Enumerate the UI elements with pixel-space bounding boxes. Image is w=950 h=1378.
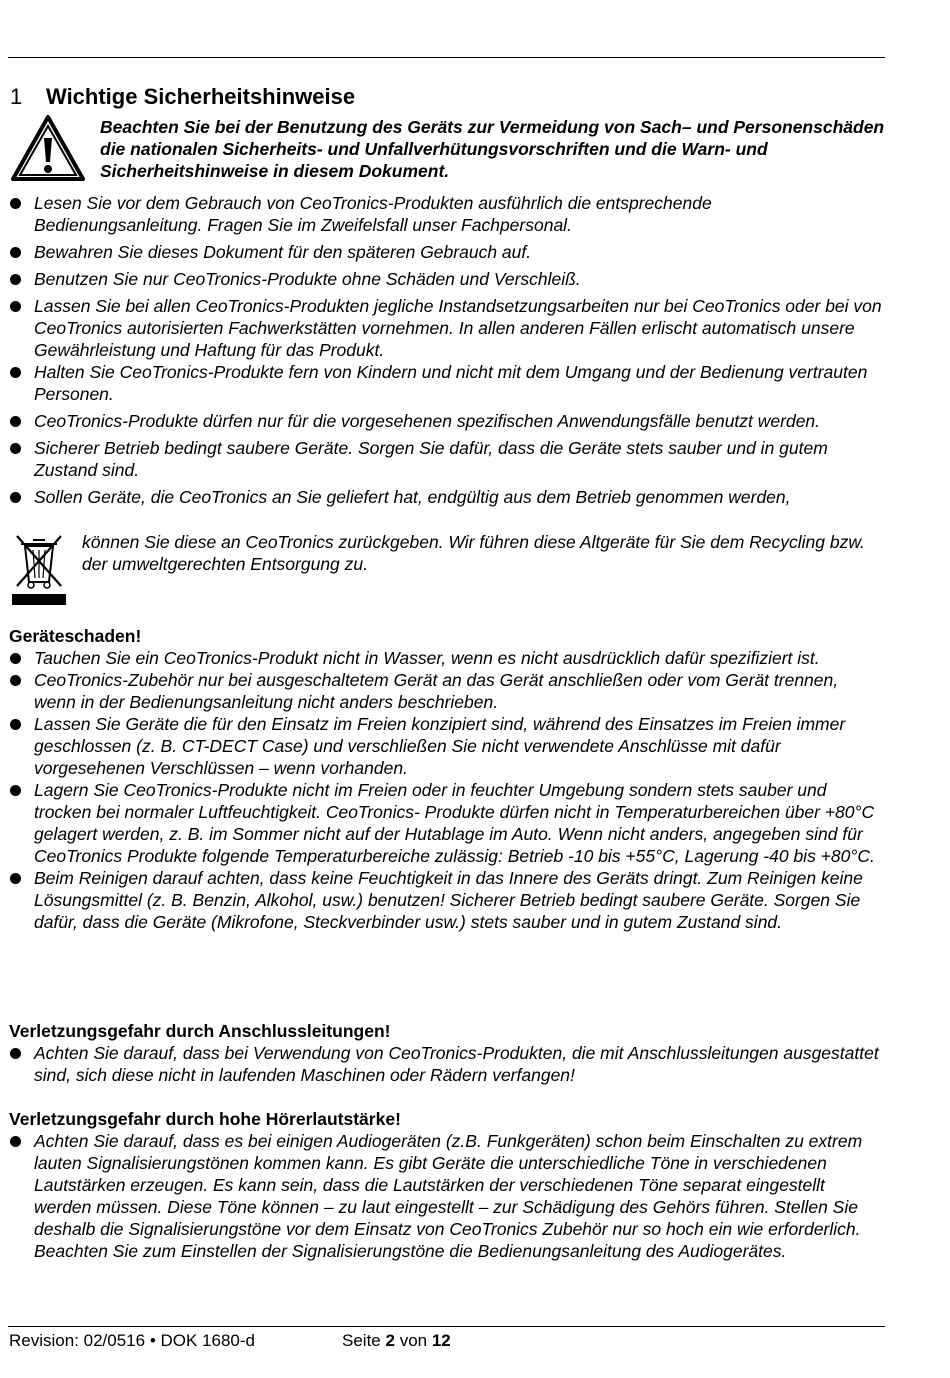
list-item: Lassen Sie Geräte die für den Einsatz im Freien konzipiert sind, während des Einsatzes im Freien immer geschlossen (z. B. CT-DECT Case) und verschließen Sie nicht verwendete Anschlüsse mit dafür vorgesehenen Verschlüssen – wenn vorhanden. — [0, 713, 884, 779]
warning-triangle-icon — [10, 114, 86, 182]
page-current: 2 — [385, 1331, 395, 1350]
volume-title: Verletzungsgefahr durch hohe Hörerlautstärke! — [9, 1109, 401, 1129]
crossed-out-wheelie-bin-icon — [11, 532, 67, 606]
list-item: Lagern Sie CeoTronics-Produkte nicht im Freien oder in feuchter Umgebung sondern stets sauber und trocken bei normaler Luftfeuchtigkeit. CeoTronics- Produkte dürfen nicht in Temperaturbereichen über +80°C gelagert werden, z. B. im Sommer nicht auf der Hutablage im Auto. Wenn nicht anders, angegeben sind für CeoTronics Produkte folgende Temperaturbereiche zulässig: Betrieb -10 bis +55°C, Lagerung -40 bis +80°C. — [0, 779, 884, 867]
safety-list — [0, 192, 884, 508]
list-item: Achten Sie darauf, dass bei Verwendung von CeoTronics-Produkten, die mit Anschlussleitungen ausgestattet sind, sich diese nicht in laufenden Maschinen oder Rädern verfangen! — [0, 1042, 884, 1086]
page-of-label: von — [399, 1331, 428, 1350]
list-item: Lesen Sie vor dem Gebrauch von CeoTronics-Produkten ausführlich die entsprechende Bedienungsanleitung. Fragen Sie im Zweifelsfall unser Fachpersonal. — [0, 192, 884, 236]
section-heading — [10, 83, 355, 111]
list-item: Lassen Sie bei allen CeoTronics-Produkten jegliche Instandsetzungsarbeiten nur bei CeoTronics oder bei von CeoTronics autorisierten Fachwerkstätten vornehmen. In allen anderen Fällen erlischt automatisch unsere Gewährleistung und Haftung für das Produkt. — [0, 295, 884, 361]
recycling-text: können Sie diese an CeoTronics zurückgeben. Wir führen diese Altgeräte für Sie dem Recycling bzw. der umweltgerechten Entsorgung zu. — [82, 532, 865, 574]
list-item: Bewahren Sie dieses Dokument für den späteren Gebrauch auf. — [0, 241, 884, 263]
cables-title: Verletzungsgefahr durch Anschlussleitungen! — [9, 1021, 391, 1041]
list-item: Halten Sie CeoTronics-Produkte fern von Kindern und nicht mit dem Umgang und der Bedienung vertrauten Personen. — [0, 361, 884, 405]
list-item: Beim Reinigen darauf achten, dass keine Feuchtigkeit in das Innere des Geräts dringt. Zum Reinigen keine Lösungsmittel (z. B. Benzin, Alkohol, usw.) benutzen! Sicherer Betrieb bedingt saubere Geräte. Sorgen Sie dafür, dass die Geräte (Mikrofone, Steckverbinder usw.) stets sauber und in gutem Zustand sind. — [0, 867, 884, 933]
list-item: Tauchen Sie ein CeoTronics-Produkt nicht in Wasser, wenn es nicht ausdrücklich dafür spezifiziert ist. — [0, 647, 884, 669]
page-label: Seite — [342, 1331, 381, 1350]
cables-list — [0, 1042, 884, 1086]
list-item: Achten Sie darauf, dass es bei einigen Audiogeräten (z.B. Funkgeräten) schon beim Einschalten zu extrem lauten Signalisierungstönen kommen kann. Es gibt Geräte die unterschiedliche Töne in verschiedenen Lautstärken erzeugen. Es kann sein, dass die Lautstärken der verschiedenen Töne separat eingestellt werden müssen. Diese Töne können – zu laut eingestellt – zur Schädigung des Gehörs führen. Stellen Sie deshalb die Signalisierungstöne vor dem Einsatz von CeoTronics Zubehör nur so hoch ein wie erforderlich. Beachten Sie zum Einstellen der Signalisierungstöne die Bedienungsanleitung des Audiogerätes. — [0, 1130, 884, 1262]
warning-text: Beachten Sie bei der Benutzung des Geräts zur Vermeidung von Sach– und Personenschäden die nationalen Sicherheits- und Unfallverhütungsvorschriften und die Warn- und Sicherheitshinweise in diesem Dokument. — [100, 117, 885, 181]
volume-list — [0, 1130, 884, 1262]
footer-revision: Revision: 02/0516 • DOK 1680-d — [9, 1331, 255, 1350]
damage-title: Geräteschaden! — [9, 626, 142, 646]
list-item: Sollen Geräte, die CeoTronics an Sie geliefert hat, endgültig aus dem Betrieb genommen werden, — [0, 486, 884, 508]
list-item: Sicherer Betrieb bedingt saubere Geräte. Sorgen Sie dafür, dass die Geräte stets sauber und in gutem Zustand sind. — [0, 437, 884, 481]
damage-list — [0, 647, 884, 933]
page-total: 12 — [431, 1331, 451, 1350]
footer-page-number — [342, 1330, 451, 1352]
section-title: Wichtige Sicherheitshinweise — [46, 84, 356, 109]
footer-rule — [8, 1326, 885, 1327]
header-rule — [8, 57, 885, 58]
list-item: CeoTronics-Produkte dürfen nur für die vorgesehenen spezifischen Anwendungsfälle benutzt werden. — [0, 410, 884, 432]
list-item: Benutzen Sie nur CeoTronics-Produkte ohne Schäden und Verschleiß. — [0, 268, 884, 290]
section-number: 1 — [10, 84, 23, 109]
list-item: CeoTronics-Zubehör nur bei ausgeschaltetem Gerät an das Gerät anschließen oder vom Gerät trennen, wenn in der Bedienungsanleitung nicht anders beschrieben. — [0, 669, 884, 713]
